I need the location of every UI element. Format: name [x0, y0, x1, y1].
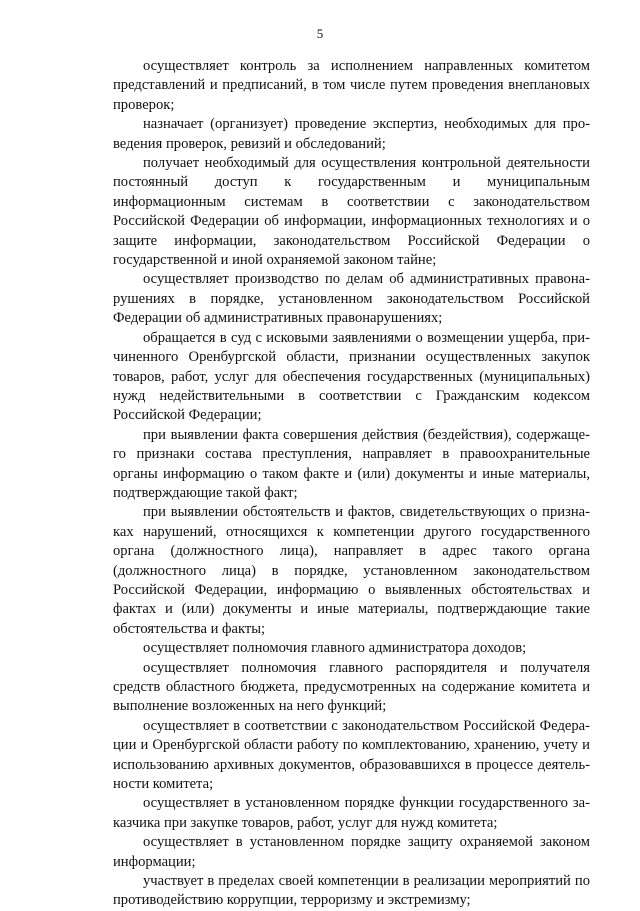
paragraph-9: осуществляет полномочия главного распорядителя и получателя средств областного бюджета, предусмотренных на содержание комитета и выполнение возложенных на него функций; — [113, 659, 590, 715]
paragraph-8: осуществляет полномочия главного администратора доходов; — [143, 640, 527, 657]
paragraph-10: осуществляет в соответствии с законодательством Российской Федерации и Оренбургской области работу по комплектованию, хранению, учету и использованию архивных документов, образовавшихся в процессе деятельности комитета; — [113, 717, 590, 793]
paragraph-11: осуществляет в установленном порядке функции государственного заказчика при закупке товаров, работ, услуг для нужд комитета; — [113, 795, 590, 831]
paragraph-6: при выявлении факта совершения действия (бездействия), содержащего признаки состава преступления, направляет в правоохранительные органы информацию о таком факте и (или) документы и иные материалы, подтверждающие такой факт; — [113, 426, 590, 501]
paragraph-2: назначает (организует) проведение экспертиз, необходимых для проведения проверок, ревизий и обследований; — [113, 116, 590, 152]
paragraph-12: осуществляет в установленном порядке защиту охраняемой законом информации; — [113, 834, 590, 870]
paragraph-4: осуществляет производство по делам об административных правонарушениях в порядке, установленном законодательством Российской Федерации об административных правонарушениях; — [113, 271, 590, 327]
paragraph-7: при выявлении обстоятельств и фактов, свидетельствующих о признаках нарушений, относящихся к компетенции другого государственного органа (должностного лица), направляет в адрес такого органа (должностного лица) в порядке, установленном законодательством Российской Федерации, информацию о выявленных обстоятельствах и фактах и (или) документы и иные материалы, подтверждающие такие обстоятельства и факты; — [113, 504, 590, 637]
paragraph-13: участвует в пределах своей компетенции в реализации мероприятий по противодействию коррупции, терроризму и экстремизму; — [113, 873, 590, 909]
paragraph-1: осуществляет контроль за исполнением направленных комитетом представлений и предписаний, в том числе путем проведения внеплановых проверок; — [113, 58, 590, 113]
page-number: 5 — [316, 26, 324, 41]
paragraph-5: обращается в суд с исковыми заявлениями о возмещении ущерба, причиненного Оренбургской области, признании осуществленных закупок товаров, работ, услуг для обеспечения государственных (муниципальных) нужд недействительными в соответствии с Гражданским кодексом Российской Федерации; — [113, 329, 590, 424]
paragraph-3: получает необходимый для осуществления контрольной деятельности постоянный доступ к государственным и муниципальным информационным системам в соответствии с законодательством Российской Федерации об информации, информационных технологиях и о защите информации, законодательством Российской Федерации о государственной и иной охраняемой законом тайне; — [113, 155, 590, 269]
document-body — [113, 57, 590, 911]
